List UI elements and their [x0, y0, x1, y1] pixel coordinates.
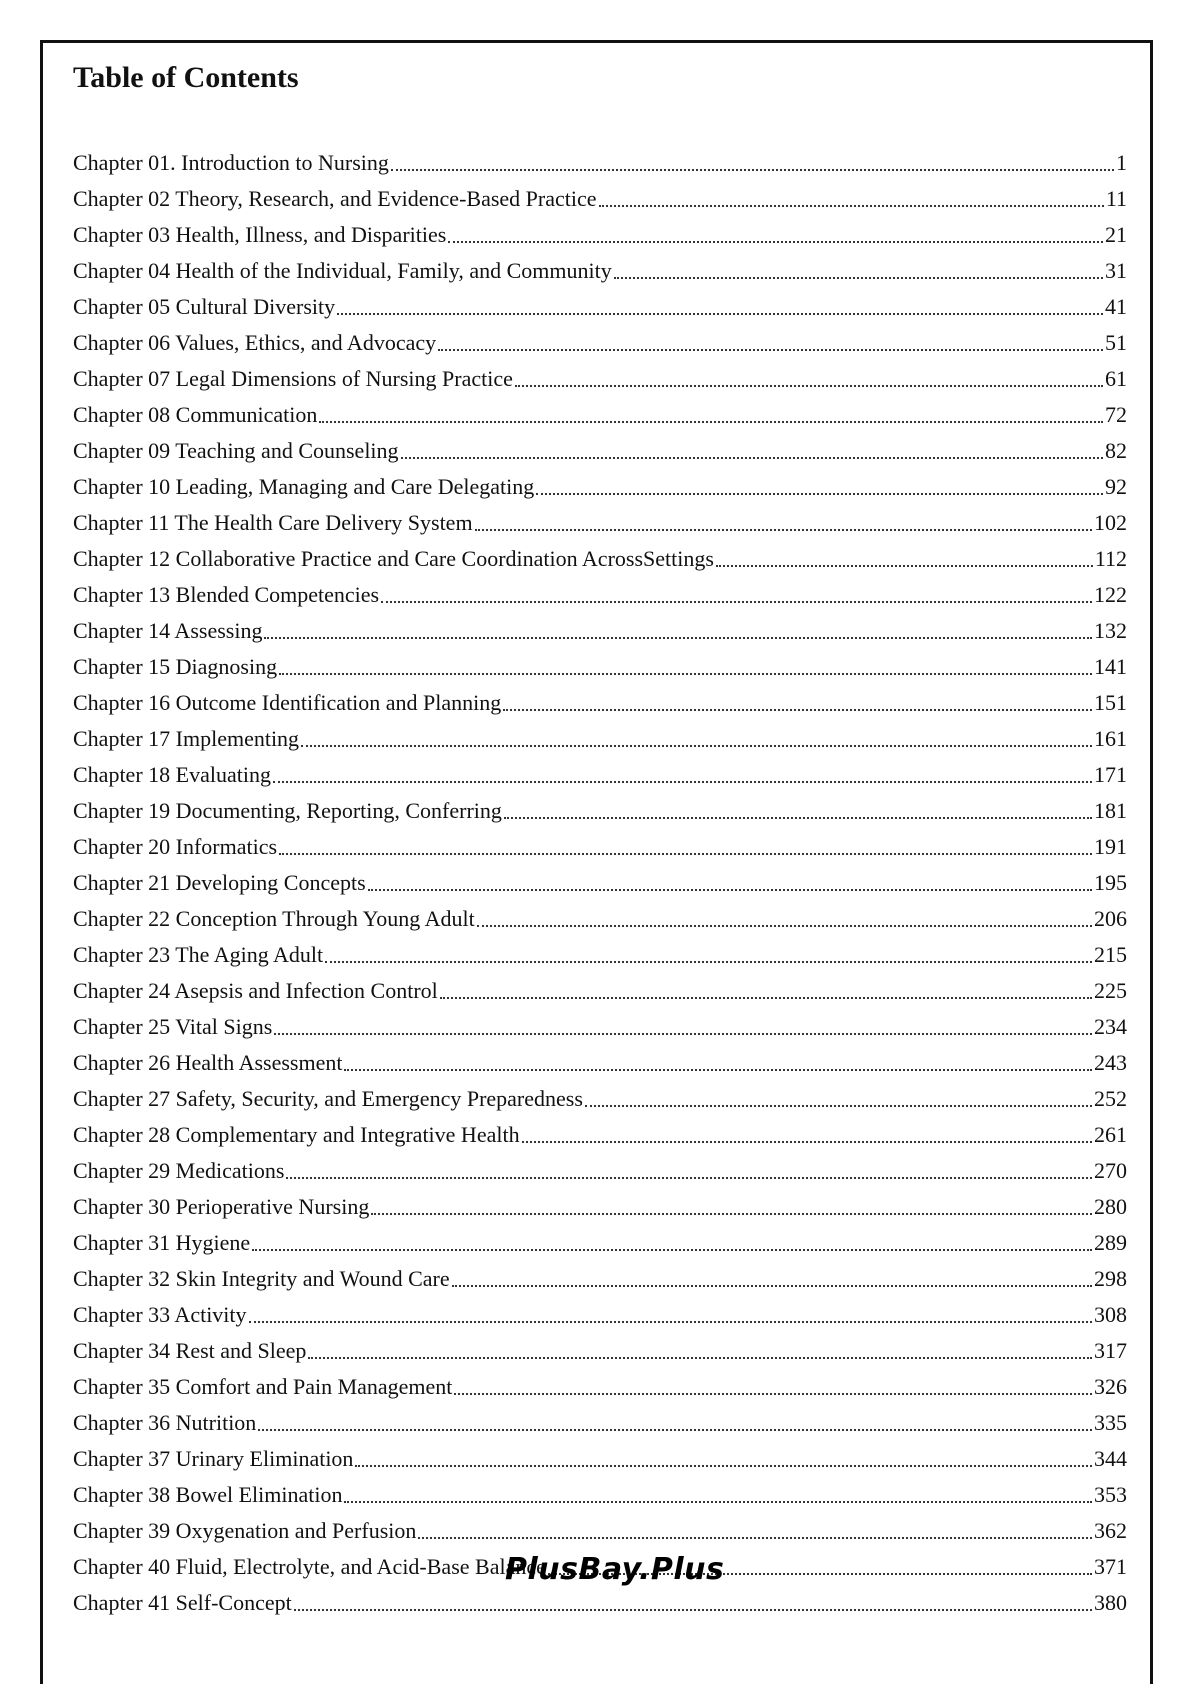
- toc-entry-label: Chapter 08 Communication: [73, 402, 318, 427]
- toc-entry-page-number: 41: [1105, 294, 1127, 319]
- toc-entry-page-number: 122: [1094, 582, 1127, 607]
- toc-entry[interactable]: [73, 1297, 1127, 1333]
- toc-entry-label: Chapter 34 Rest and Sleep: [73, 1338, 307, 1363]
- toc-entry[interactable]: [73, 577, 1127, 613]
- toc-entry-page-number: 261: [1094, 1122, 1127, 1147]
- dot-leader: [301, 745, 1092, 747]
- dot-leader: [440, 997, 1092, 999]
- dot-leader: [448, 241, 1103, 243]
- toc-entry[interactable]: [73, 865, 1127, 901]
- toc-entry-page-number: 72: [1105, 402, 1127, 427]
- toc-entry[interactable]: [73, 397, 1127, 433]
- dot-leader: [279, 853, 1092, 855]
- dot-leader: [279, 673, 1092, 675]
- toc-entry-page-number: 317: [1094, 1338, 1127, 1363]
- toc-entry[interactable]: [73, 433, 1127, 469]
- toc-entry-label: Chapter 39 Oxygenation and Perfusion: [73, 1518, 417, 1543]
- dot-leader: [515, 385, 1103, 387]
- toc-entry[interactable]: [73, 1441, 1127, 1477]
- toc-entry[interactable]: [73, 1117, 1127, 1153]
- dot-leader: [368, 889, 1092, 891]
- dot-leader: [503, 709, 1092, 711]
- toc-entry-label: Chapter 05 Cultural Diversity: [73, 294, 336, 319]
- toc-entry-label: Chapter 24 Asepsis and Infection Control: [73, 978, 438, 1003]
- document-page: [40, 40, 1153, 1684]
- toc-entry-page-number: 252: [1094, 1086, 1127, 1111]
- toc-entry-page-number: 215: [1094, 942, 1127, 967]
- toc-entry-label: Chapter 18 Evaluating: [73, 762, 271, 787]
- toc-entry-label: Chapter 01. Introduction to Nursing: [73, 150, 389, 175]
- dot-leader: [401, 457, 1103, 459]
- toc-entry-label: Chapter 41 Self-Concept: [73, 1590, 292, 1615]
- toc-entry[interactable]: [73, 253, 1127, 289]
- dot-leader: [381, 601, 1092, 603]
- toc-entry-label: Chapter 12 Collaborative Practice and Care Coordination AcrossSettings: [73, 546, 714, 571]
- toc-entry[interactable]: [73, 1585, 1127, 1621]
- toc-entry[interactable]: [73, 1189, 1127, 1225]
- dot-leader: [716, 565, 1093, 567]
- dot-leader: [522, 1141, 1092, 1143]
- toc-entry-label: Chapter 06 Values, Ethics, and Advocacy: [73, 330, 437, 355]
- toc-entry-label: Chapter 37 Urinary Elimination: [73, 1446, 354, 1471]
- toc-entry[interactable]: [73, 649, 1127, 685]
- toc-entry[interactable]: [73, 361, 1127, 397]
- dot-leader: [391, 169, 1114, 171]
- toc-entry-label: Chapter 23 The Aging Adult: [73, 942, 324, 967]
- toc-entry-page-number: 181: [1094, 798, 1127, 823]
- toc-entry[interactable]: [73, 1369, 1127, 1405]
- toc-entry-page-number: 380: [1094, 1590, 1127, 1615]
- dot-leader: [273, 781, 1092, 783]
- dot-leader: [319, 421, 1103, 423]
- dot-leader: [475, 529, 1092, 531]
- toc-entry-label: Chapter 16 Outcome Identification and Planning: [73, 690, 502, 715]
- toc-entry-page-number: 11: [1105, 186, 1127, 211]
- dot-leader: [371, 1213, 1092, 1215]
- toc-entry-page-number: 151: [1094, 690, 1127, 715]
- toc-entry[interactable]: [73, 1153, 1127, 1189]
- toc-entry-label: Chapter 11 The Health Care Delivery System: [73, 510, 473, 535]
- toc-entry-page-number: 280: [1094, 1194, 1127, 1219]
- toc-entry[interactable]: [73, 1333, 1127, 1369]
- toc-entry-page-number: 234: [1094, 1014, 1127, 1039]
- toc-entry-label: Chapter 20 Informatics: [73, 834, 278, 859]
- toc-entry-label: Chapter 07 Legal Dimensions of Nursing Practice: [73, 366, 513, 391]
- dot-leader: [249, 1321, 1092, 1323]
- toc-entry[interactable]: [73, 1477, 1127, 1513]
- toc-entry-label: Chapter 26 Health Assessment: [73, 1050, 343, 1075]
- dot-leader: [418, 1537, 1092, 1539]
- dot-leader: [355, 1465, 1092, 1467]
- dot-leader: [454, 1393, 1092, 1395]
- dot-leader: [477, 925, 1092, 927]
- toc-list: [73, 145, 1127, 1621]
- toc-entry-label: Chapter 14 Assessing: [73, 618, 263, 643]
- toc-entry-label: Chapter 13 Blended Competencies: [73, 582, 380, 607]
- toc-entry[interactable]: [73, 829, 1127, 865]
- toc-entry-label: Chapter 02 Theory, Research, and Evidence-Based Practice: [73, 186, 597, 211]
- toc-entry[interactable]: [73, 469, 1127, 505]
- toc-entry-page-number: 61: [1105, 366, 1127, 391]
- dot-leader: [308, 1357, 1092, 1359]
- dot-leader: [452, 1285, 1092, 1287]
- toc-entry-label: Chapter 31 Hygiene: [73, 1230, 251, 1255]
- toc-entry-label: Chapter 25 Vital Signs: [73, 1014, 273, 1039]
- dot-leader: [264, 637, 1092, 639]
- toc-entry[interactable]: [73, 505, 1127, 541]
- toc-entry[interactable]: [73, 937, 1127, 973]
- toc-entry-page-number: 371: [1094, 1554, 1127, 1579]
- toc-entry[interactable]: [73, 181, 1127, 217]
- toc-entry-page-number: 206: [1094, 906, 1127, 931]
- toc-entry-label: Chapter 03 Health, Illness, and Disparities: [73, 222, 447, 247]
- toc-entry-page-number: 289: [1094, 1230, 1127, 1255]
- toc-title: Table of Contents: [73, 61, 299, 94]
- toc-entry-label: Chapter 30 Perioperative Nursing: [73, 1194, 370, 1219]
- toc-entry-label: Chapter 36 Nutrition: [73, 1410, 257, 1435]
- toc-entry-label: Chapter 33 Activity: [73, 1302, 247, 1327]
- toc-entry-page-number: 243: [1094, 1050, 1127, 1075]
- toc-entry-page-number: 335: [1094, 1410, 1127, 1435]
- toc-entry[interactable]: [73, 145, 1127, 181]
- toc-entry[interactable]: [73, 685, 1127, 721]
- dot-leader: [599, 205, 1104, 207]
- toc-entry[interactable]: [73, 721, 1127, 757]
- dot-leader: [344, 1501, 1092, 1503]
- dot-leader: [252, 1249, 1092, 1251]
- toc-entry-label: Chapter 35 Comfort and Pain Management: [73, 1374, 453, 1399]
- toc-entry-label: Chapter 15 Diagnosing: [73, 654, 278, 679]
- toc-entry-page-number: 112: [1094, 546, 1127, 571]
- toc-entry-label: Chapter 29 Medications: [73, 1158, 285, 1183]
- toc-entry-page-number: 141: [1094, 654, 1127, 679]
- toc-entry-page-number: 270: [1094, 1158, 1127, 1183]
- toc-entry-label: Chapter 32 Skin Integrity and Wound Care: [73, 1266, 450, 1291]
- toc-entry-page-number: 161: [1094, 726, 1127, 751]
- toc-entry[interactable]: [73, 325, 1127, 361]
- dot-leader: [536, 493, 1103, 495]
- toc-entry[interactable]: [73, 1009, 1127, 1045]
- toc-entry[interactable]: [73, 1513, 1127, 1549]
- toc-entry-label: Chapter 22 Conception Through Young Adult: [73, 906, 475, 931]
- toc-entry-label: Chapter 19 Documenting, Reporting, Conferring: [73, 798, 502, 823]
- dot-leader: [585, 1105, 1092, 1107]
- toc-entry-page-number: 132: [1094, 618, 1127, 643]
- toc-entry-label: Chapter 10 Leading, Managing and Care Delegating: [73, 474, 535, 499]
- toc-entry-label: Chapter 04 Health of the Individual, Family, and Community: [73, 258, 612, 283]
- dot-leader: [438, 349, 1103, 351]
- toc-entry-page-number: 298: [1094, 1266, 1127, 1291]
- toc-entry[interactable]: [73, 901, 1127, 937]
- toc-entry-page-number: 92: [1105, 474, 1127, 499]
- toc-entry-label: Chapter 09 Teaching and Counseling: [73, 438, 399, 463]
- toc-entry-page-number: 326: [1094, 1374, 1127, 1399]
- toc-entry-page-number: 1: [1116, 150, 1127, 175]
- toc-entry[interactable]: [73, 289, 1127, 325]
- toc-entry-label: Chapter 38 Bowel Elimination: [73, 1482, 343, 1507]
- toc-entry-page-number: 362: [1094, 1518, 1127, 1543]
- toc-entry-page-number: 31: [1105, 258, 1127, 283]
- toc-entry[interactable]: [73, 793, 1127, 829]
- toc-entry[interactable]: [73, 541, 1127, 577]
- toc-entry-label: Chapter 27 Safety, Security, and Emergency Preparedness: [73, 1086, 583, 1111]
- dot-leader: [614, 277, 1103, 279]
- toc-entry-page-number: 171: [1094, 762, 1127, 787]
- watermark-logo: PlusBay.Plus: [505, 1552, 725, 1587]
- toc-entry-page-number: 51: [1105, 330, 1127, 355]
- toc-entry-page-number: 82: [1105, 438, 1127, 463]
- dot-leader: [294, 1609, 1092, 1611]
- toc-entry-label: Chapter 40 Fluid, Electrolyte, and Acid-Base Balance: [73, 1554, 546, 1579]
- toc-entry-page-number: 225: [1094, 978, 1127, 1003]
- toc-entry-label: Chapter 17 Implementing: [73, 726, 300, 751]
- toc-entry-label: Chapter 21 Developing Concepts: [73, 870, 366, 895]
- toc-entry-label: Chapter 28 Complementary and Integrative Health: [73, 1122, 520, 1147]
- dot-leader: [325, 961, 1092, 963]
- dot-leader: [504, 817, 1092, 819]
- dot-leader: [274, 1033, 1092, 1035]
- dot-leader: [258, 1429, 1092, 1431]
- toc-entry[interactable]: [73, 1225, 1127, 1261]
- toc-entry-page-number: 21: [1105, 222, 1127, 247]
- dot-leader: [344, 1069, 1092, 1071]
- toc-entry[interactable]: [73, 1045, 1127, 1081]
- dot-leader: [337, 313, 1103, 315]
- toc-entry[interactable]: [73, 1261, 1127, 1297]
- toc-entry[interactable]: [73, 613, 1127, 649]
- toc-entry-page-number: 191: [1094, 834, 1127, 859]
- dot-leader: [286, 1177, 1092, 1179]
- toc-entry-page-number: 353: [1094, 1482, 1127, 1507]
- toc-entry[interactable]: [73, 1081, 1127, 1117]
- toc-entry[interactable]: [73, 973, 1127, 1009]
- toc-entry-page-number: 344: [1094, 1446, 1127, 1471]
- toc-entry[interactable]: [73, 757, 1127, 793]
- toc-entry-page-number: 308: [1094, 1302, 1127, 1327]
- toc-entry-page-number: 195: [1094, 870, 1127, 895]
- toc-entry-page-number: 102: [1094, 510, 1127, 535]
- toc-entry[interactable]: [73, 1405, 1127, 1441]
- toc-entry[interactable]: [73, 217, 1127, 253]
